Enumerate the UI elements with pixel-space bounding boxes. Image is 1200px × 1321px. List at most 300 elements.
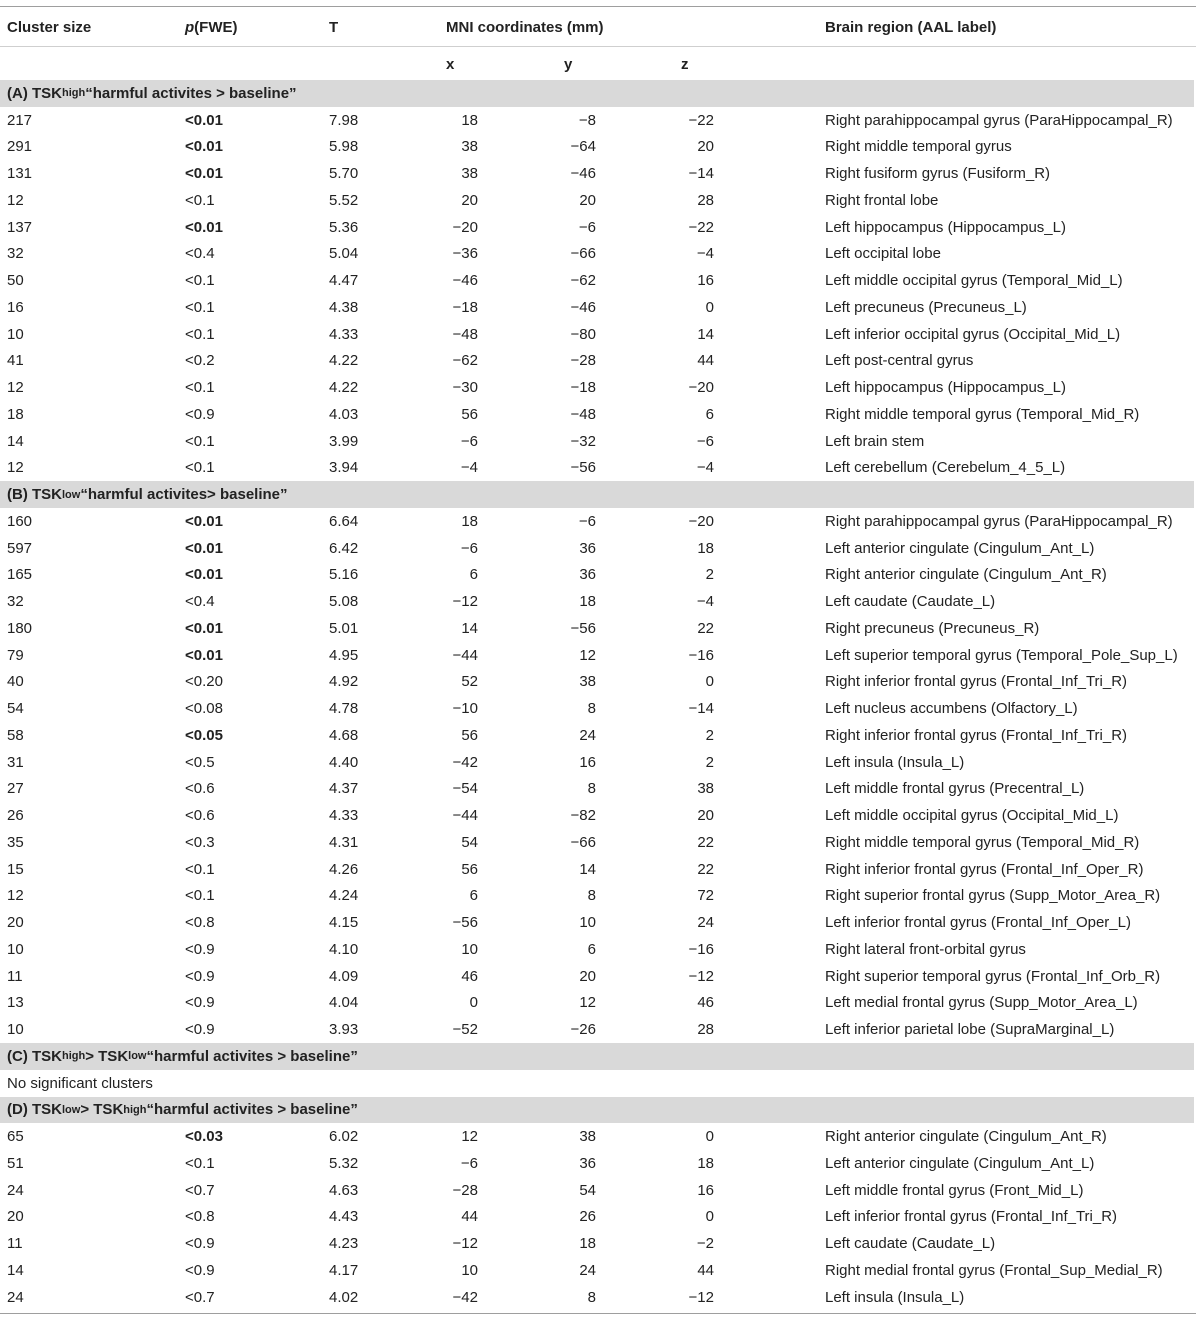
cell-brain-region: Right inferior frontal gyrus (Frontal_Inf_Tri_R) bbox=[825, 726, 1128, 744]
cell-x-coord: 56 bbox=[461, 726, 478, 744]
cell-x-coord: −46 bbox=[452, 272, 478, 290]
cell-y-coord: −66 bbox=[570, 833, 596, 851]
cell-y-coord: 16 bbox=[579, 753, 596, 771]
cell-p-fwe: <0.05 bbox=[185, 726, 223, 744]
cell-x-coord: 44 bbox=[461, 1208, 478, 1226]
cell-cluster-size: 50 bbox=[7, 272, 24, 290]
cell-y-coord: −56 bbox=[570, 459, 596, 477]
section-title-text: “harmful activites > baseline” bbox=[146, 1101, 358, 1119]
cell-z-coord: 46 bbox=[697, 994, 714, 1012]
cell-cluster-size: 58 bbox=[7, 726, 24, 744]
cell-x-coord: −44 bbox=[452, 807, 478, 825]
table-row bbox=[0, 776, 1200, 803]
cell-t-value: 4.03 bbox=[329, 405, 359, 423]
table-row bbox=[0, 455, 1200, 482]
table-row bbox=[0, 642, 1200, 669]
cell-x-coord: −56 bbox=[452, 914, 478, 932]
table-row bbox=[0, 294, 1200, 321]
table-row bbox=[0, 936, 1200, 963]
cell-p-fwe: <0.01 bbox=[185, 646, 223, 664]
table-row bbox=[0, 321, 1200, 348]
cell-y-coord: −6 bbox=[578, 218, 596, 236]
cell-cluster-size: 11 bbox=[7, 967, 23, 985]
cell-x-coord: 6 bbox=[469, 887, 478, 905]
cell-cluster-size: 217 bbox=[7, 111, 33, 129]
table-body bbox=[0, 80, 1200, 1311]
cell-p-fwe: <0.01 bbox=[185, 138, 223, 156]
cell-t-value: 5.04 bbox=[329, 245, 359, 263]
cell-y-coord: 24 bbox=[579, 726, 596, 744]
table-row bbox=[0, 428, 1200, 455]
cell-cluster-size: 51 bbox=[7, 1154, 24, 1172]
cell-p-fwe: <0.1 bbox=[185, 272, 215, 290]
header-brain-region: Brain region (AAL label) bbox=[825, 18, 997, 36]
header-x: x bbox=[446, 55, 455, 73]
cell-p-fwe: <0.03 bbox=[185, 1128, 223, 1146]
table-row bbox=[0, 990, 1200, 1017]
cell-p-fwe: <0.5 bbox=[185, 753, 215, 771]
cell-y-coord: 10 bbox=[579, 914, 596, 932]
table-row bbox=[0, 562, 1200, 589]
cell-t-value: 4.68 bbox=[329, 726, 359, 744]
cell-brain-region: Right fusiform gyrus (Fusiform_R) bbox=[825, 165, 1051, 183]
cell-x-coord: 54 bbox=[461, 833, 478, 851]
cell-brain-region: Right parahippocampal gyrus (ParaHippocampal_R) bbox=[825, 111, 1173, 129]
table-row bbox=[0, 829, 1200, 856]
cell-x-coord: −48 bbox=[452, 325, 478, 343]
cell-z-coord: 44 bbox=[697, 1261, 714, 1279]
cell-cluster-size: 20 bbox=[7, 914, 24, 932]
header-separator bbox=[0, 46, 1196, 47]
cell-y-coord: 6 bbox=[587, 940, 596, 958]
cell-cluster-size: 10 bbox=[7, 940, 24, 958]
cell-x-coord: 46 bbox=[461, 967, 478, 985]
cell-brain-region: Left caudate (Caudate_L) bbox=[825, 593, 996, 611]
cell-cluster-size: 137 bbox=[7, 218, 33, 236]
cell-p-fwe: <0.2 bbox=[185, 352, 215, 370]
cell-z-coord: 2 bbox=[705, 753, 714, 771]
cell-z-coord: 22 bbox=[697, 619, 714, 637]
cell-p-fwe: <0.1 bbox=[185, 298, 215, 316]
cell-z-coord: 22 bbox=[697, 860, 714, 878]
cell-t-value: 4.09 bbox=[329, 967, 359, 985]
table-row bbox=[0, 160, 1200, 187]
cell-x-coord: 38 bbox=[461, 165, 478, 183]
cell-cluster-size: 31 bbox=[7, 753, 24, 771]
cell-brain-region: Left insula (Insula_L) bbox=[825, 753, 965, 771]
cell-brain-region: Left hippocampus (Hippocampus_L) bbox=[825, 218, 1066, 236]
cell-brain-region: Left middle frontal gyrus (Precentral_L) bbox=[825, 780, 1085, 798]
cell-brain-region: Right superior frontal gyrus (Supp_Motor_Area_R) bbox=[825, 887, 1161, 905]
cell-p-fwe: <0.1 bbox=[185, 459, 215, 477]
cell-brain-region: Left nucleus accumbens (Olfactory_L) bbox=[825, 700, 1078, 718]
cell-t-value: 6.42 bbox=[329, 539, 359, 557]
cell-t-value: 4.15 bbox=[329, 914, 359, 932]
cell-y-coord: −8 bbox=[578, 111, 596, 129]
cell-t-value: 4.33 bbox=[329, 325, 359, 343]
cell-t-value: 5.01 bbox=[329, 619, 359, 637]
table-header-row bbox=[0, 7, 1196, 47]
cell-x-coord: 12 bbox=[461, 1128, 478, 1146]
cell-brain-region: Left middle frontal gyrus (Front_Mid_L) bbox=[825, 1181, 1084, 1199]
cell-z-coord: 24 bbox=[697, 914, 714, 932]
cell-cluster-size: 131 bbox=[7, 165, 33, 183]
table-row bbox=[0, 1150, 1200, 1177]
cell-x-coord: 10 bbox=[461, 1261, 478, 1279]
cell-x-coord: 52 bbox=[461, 673, 478, 691]
cell-p-fwe: <0.9 bbox=[185, 940, 215, 958]
cell-z-coord: 16 bbox=[697, 272, 714, 290]
section-note bbox=[0, 1070, 1200, 1097]
cell-x-coord: −6 bbox=[460, 539, 478, 557]
cell-cluster-size: 14 bbox=[7, 1261, 24, 1279]
cell-p-fwe: <0.1 bbox=[185, 191, 215, 209]
cell-p-fwe: <0.01 bbox=[185, 619, 223, 637]
cell-brain-region: Right frontal lobe bbox=[825, 191, 939, 209]
cell-t-value: 4.02 bbox=[329, 1288, 359, 1306]
cell-p-fwe: <0.01 bbox=[185, 539, 223, 557]
cell-t-value: 5.08 bbox=[329, 593, 359, 611]
cell-z-coord: 22 bbox=[697, 833, 714, 851]
cell-p-fwe: <0.01 bbox=[185, 566, 223, 584]
cell-cluster-size: 16 bbox=[7, 298, 24, 316]
cell-cluster-size: 597 bbox=[7, 539, 33, 557]
cell-t-value: 5.16 bbox=[329, 566, 359, 584]
cell-x-coord: −30 bbox=[452, 379, 478, 397]
cell-x-coord: −20 bbox=[452, 218, 478, 236]
cell-x-coord: 18 bbox=[461, 111, 478, 129]
section-header bbox=[0, 80, 1194, 107]
cell-t-value: 4.23 bbox=[329, 1235, 359, 1253]
cell-z-coord: 20 bbox=[697, 807, 714, 825]
cell-t-value: 4.63 bbox=[329, 1181, 359, 1199]
cell-t-value: 5.32 bbox=[329, 1154, 359, 1172]
cell-brain-region: Left brain stem bbox=[825, 432, 925, 450]
cell-t-value: 3.94 bbox=[329, 459, 359, 477]
header-p-fwe bbox=[185, 7, 238, 47]
cell-z-coord: −6 bbox=[696, 432, 714, 450]
cell-y-coord: 20 bbox=[579, 191, 596, 209]
cell-cluster-size: 12 bbox=[7, 379, 24, 397]
cell-x-coord: 0 bbox=[469, 994, 478, 1012]
section-title-text: “harmful activites > baseline” bbox=[85, 84, 297, 102]
cell-brain-region: Left inferior parietal lobe (SupraMarginal_L) bbox=[825, 1021, 1115, 1039]
cell-x-coord: −42 bbox=[452, 753, 478, 771]
cell-x-coord: −62 bbox=[452, 352, 478, 370]
cell-brain-region: Left insula (Insula_L) bbox=[825, 1288, 965, 1306]
table-row bbox=[0, 856, 1200, 883]
table-row bbox=[0, 588, 1200, 615]
cell-cluster-size: 35 bbox=[7, 833, 24, 851]
table-row bbox=[0, 107, 1200, 134]
cell-y-coord: 14 bbox=[579, 860, 596, 878]
cell-z-coord: 0 bbox=[705, 298, 714, 316]
cell-t-value: 4.78 bbox=[329, 700, 359, 718]
cell-cluster-size: 24 bbox=[7, 1181, 24, 1199]
header-mni-coordinates: MNI coordinates (mm) bbox=[446, 18, 604, 36]
table-row bbox=[0, 1230, 1200, 1257]
cell-x-coord: −6 bbox=[460, 432, 478, 450]
table-row bbox=[0, 1257, 1200, 1284]
cell-t-value: 4.95 bbox=[329, 646, 359, 664]
cell-brain-region: Right anterior cingulate (Cingulum_Ant_R) bbox=[825, 1128, 1107, 1146]
cell-z-coord: 38 bbox=[697, 780, 714, 798]
table-row bbox=[0, 749, 1200, 776]
cell-y-coord: −56 bbox=[570, 619, 596, 637]
cell-x-coord: −52 bbox=[452, 1021, 478, 1039]
cell-p-fwe: <0.01 bbox=[185, 512, 223, 530]
cell-y-coord: −28 bbox=[570, 352, 596, 370]
cell-cluster-size: 291 bbox=[7, 138, 33, 156]
table-row bbox=[0, 214, 1200, 241]
cell-cluster-size: 14 bbox=[7, 432, 24, 450]
cell-z-coord: −16 bbox=[688, 940, 714, 958]
table-row bbox=[0, 1123, 1200, 1150]
cell-y-coord: −66 bbox=[570, 245, 596, 263]
cell-t-value: 4.33 bbox=[329, 807, 359, 825]
cell-z-coord: 18 bbox=[697, 539, 714, 557]
cell-z-coord: 0 bbox=[705, 1128, 714, 1146]
cell-cluster-size: 32 bbox=[7, 245, 24, 263]
cell-brain-region: Right parahippocampal gyrus (ParaHippocampal_R) bbox=[825, 512, 1173, 530]
table-row bbox=[0, 802, 1200, 829]
cell-cluster-size: 11 bbox=[7, 1235, 23, 1253]
cell-t-value: 5.70 bbox=[329, 165, 359, 183]
table-row bbox=[0, 669, 1200, 696]
table-subheader-row bbox=[0, 48, 1196, 80]
cell-y-coord: −32 bbox=[570, 432, 596, 450]
section-title bbox=[7, 1097, 358, 1124]
cell-y-coord: 8 bbox=[587, 700, 596, 718]
cell-x-coord: 56 bbox=[461, 860, 478, 878]
cell-t-value: 4.43 bbox=[329, 1208, 359, 1226]
cell-y-coord: 26 bbox=[579, 1208, 596, 1226]
cell-brain-region: Left precuneus (Precuneus_L) bbox=[825, 298, 1027, 316]
cell-x-coord: 56 bbox=[461, 405, 478, 423]
cell-y-coord: 18 bbox=[579, 1235, 596, 1253]
section-header bbox=[0, 1043, 1194, 1070]
cell-z-coord: 2 bbox=[705, 726, 714, 744]
table-row bbox=[0, 508, 1200, 535]
cell-brain-region: Right middle temporal gyrus (Temporal_Mid_R) bbox=[825, 833, 1140, 851]
cell-p-fwe: <0.9 bbox=[185, 1021, 215, 1039]
section-title-text: (C) TSK bbox=[7, 1047, 62, 1065]
cell-z-coord: 28 bbox=[697, 191, 714, 209]
cell-y-coord: 18 bbox=[579, 593, 596, 611]
header-p-italic: p bbox=[185, 18, 195, 36]
cell-brain-region: Left post-central gyrus bbox=[825, 352, 974, 370]
cell-y-coord: 38 bbox=[579, 1128, 596, 1146]
cell-brain-region: Right middle temporal gyrus bbox=[825, 138, 1012, 156]
cell-brain-region: Left cerebellum (Cerebelum_4_5_L) bbox=[825, 459, 1066, 477]
table-row bbox=[0, 267, 1200, 294]
cell-x-coord: 18 bbox=[461, 512, 478, 530]
cell-t-value: 3.93 bbox=[329, 1021, 359, 1039]
table-row bbox=[0, 883, 1200, 910]
cell-cluster-size: 160 bbox=[7, 512, 33, 530]
cell-t-value: 4.92 bbox=[329, 673, 359, 691]
cell-z-coord: −4 bbox=[696, 593, 714, 611]
cell-y-coord: 8 bbox=[587, 1288, 596, 1306]
cell-cluster-size: 12 bbox=[7, 459, 24, 477]
cell-x-coord: −6 bbox=[460, 1154, 478, 1172]
cell-z-coord: −20 bbox=[688, 379, 714, 397]
header-p-rest: (FWE) bbox=[194, 18, 238, 36]
cell-y-coord: −48 bbox=[570, 405, 596, 423]
cell-z-coord: 72 bbox=[697, 887, 714, 905]
cell-cluster-size: 27 bbox=[7, 780, 24, 798]
cell-x-coord: 6 bbox=[469, 566, 478, 584]
cell-z-coord: 16 bbox=[697, 1181, 714, 1199]
cell-t-value: 5.52 bbox=[329, 191, 359, 209]
section-title-text: > TSK bbox=[85, 1047, 129, 1065]
section-title-subscript: high bbox=[62, 1050, 86, 1063]
cell-p-fwe: <0.1 bbox=[185, 860, 215, 878]
header-y: y bbox=[564, 55, 573, 73]
cell-p-fwe: <0.6 bbox=[185, 807, 215, 825]
cell-cluster-size: 10 bbox=[7, 325, 24, 343]
table-row bbox=[0, 909, 1200, 936]
cell-brain-region: Left anterior cingulate (Cingulum_Ant_L) bbox=[825, 539, 1095, 557]
cell-brain-region: Left inferior frontal gyrus (Frontal_Inf_Oper_L) bbox=[825, 914, 1131, 932]
cell-z-coord: 2 bbox=[705, 566, 714, 584]
cell-x-coord: −54 bbox=[452, 780, 478, 798]
cell-z-coord: 14 bbox=[697, 325, 714, 343]
header-t: T bbox=[329, 18, 339, 36]
cell-x-coord: −36 bbox=[452, 245, 478, 263]
table-row bbox=[0, 187, 1200, 214]
section-title-text: (B) TSK bbox=[7, 486, 62, 504]
section-title-subscript: high bbox=[123, 1103, 147, 1116]
cell-p-fwe: <0.08 bbox=[185, 700, 223, 718]
cell-x-coord: −18 bbox=[452, 298, 478, 316]
cell-p-fwe: <0.1 bbox=[185, 325, 215, 343]
section-title-subscript: low bbox=[128, 1050, 147, 1063]
cell-brain-region: Right precuneus (Precuneus_R) bbox=[825, 619, 1040, 637]
cell-y-coord: −62 bbox=[570, 272, 596, 290]
table-row bbox=[0, 695, 1200, 722]
cell-cluster-size: 165 bbox=[7, 566, 33, 584]
cell-t-value: 4.17 bbox=[329, 1261, 359, 1279]
cell-t-value: 4.04 bbox=[329, 994, 359, 1012]
section-header bbox=[0, 1097, 1194, 1124]
cell-cluster-size: 40 bbox=[7, 673, 24, 691]
table-row bbox=[0, 535, 1200, 562]
cell-z-coord: 20 bbox=[697, 138, 714, 156]
cell-t-value: 4.22 bbox=[329, 379, 359, 397]
cell-z-coord: −4 bbox=[696, 459, 714, 477]
cell-cluster-size: 13 bbox=[7, 994, 24, 1012]
cell-z-coord: −4 bbox=[696, 245, 714, 263]
cell-y-coord: 36 bbox=[579, 566, 596, 584]
cell-z-coord: −14 bbox=[688, 165, 714, 183]
cell-brain-region: Left middle occipital gyrus (Occipital_Mid_L) bbox=[825, 807, 1119, 825]
cell-p-fwe: <0.20 bbox=[185, 673, 223, 691]
section-title-subscript: low bbox=[62, 1103, 81, 1116]
cell-brain-region: Right anterior cingulate (Cingulum_Ant_R) bbox=[825, 566, 1107, 584]
cell-y-coord: −18 bbox=[570, 379, 596, 397]
cell-y-coord: 8 bbox=[587, 780, 596, 798]
cell-p-fwe: <0.9 bbox=[185, 967, 215, 985]
section-title-text: “harmful activites> baseline” bbox=[80, 486, 288, 504]
cell-z-coord: 0 bbox=[705, 1208, 714, 1226]
cell-z-coord: −16 bbox=[688, 646, 714, 664]
cell-p-fwe: <0.9 bbox=[185, 1261, 215, 1279]
cell-t-value: 4.24 bbox=[329, 887, 359, 905]
cell-p-fwe: <0.7 bbox=[185, 1181, 215, 1199]
cell-x-coord: −42 bbox=[452, 1288, 478, 1306]
cell-brain-region: Right inferior frontal gyrus (Frontal_Inf_Oper_R) bbox=[825, 860, 1144, 878]
cell-cluster-size: 12 bbox=[7, 887, 24, 905]
cell-brain-region: Right inferior frontal gyrus (Frontal_Inf_Tri_R) bbox=[825, 673, 1128, 691]
cell-cluster-size: 41 bbox=[7, 352, 24, 370]
cell-p-fwe: <0.4 bbox=[185, 593, 215, 611]
table-row bbox=[0, 615, 1200, 642]
section-title bbox=[7, 481, 288, 508]
cell-p-fwe: <0.7 bbox=[185, 1288, 215, 1306]
cell-z-coord: 0 bbox=[705, 673, 714, 691]
cell-brain-region: Right lateral front-orbital gyrus bbox=[825, 940, 1026, 958]
cell-p-fwe: <0.4 bbox=[185, 245, 215, 263]
cell-p-fwe: <0.3 bbox=[185, 833, 215, 851]
table-bottom-rule bbox=[0, 1313, 1196, 1314]
table-row bbox=[0, 374, 1200, 401]
section-title bbox=[7, 1043, 358, 1070]
cell-t-value: 5.98 bbox=[329, 138, 359, 156]
table-row bbox=[0, 1284, 1200, 1311]
cell-brain-region: Right middle temporal gyrus (Temporal_Mid_R) bbox=[825, 405, 1140, 423]
table-row bbox=[0, 401, 1200, 428]
cell-cluster-size: 24 bbox=[7, 1288, 24, 1306]
cell-x-coord: −12 bbox=[452, 1235, 478, 1253]
cell-t-value: 4.26 bbox=[329, 860, 359, 878]
cell-y-coord: −46 bbox=[570, 165, 596, 183]
cell-brain-region: Left occipital lobe bbox=[825, 245, 941, 263]
cell-z-coord: 28 bbox=[697, 1021, 714, 1039]
cell-x-coord: 10 bbox=[461, 940, 478, 958]
cell-p-fwe: <0.1 bbox=[185, 887, 215, 905]
cell-t-value: 6.02 bbox=[329, 1128, 359, 1146]
cell-y-coord: −64 bbox=[570, 138, 596, 156]
cell-p-fwe: <0.8 bbox=[185, 914, 215, 932]
cell-t-value: 4.22 bbox=[329, 352, 359, 370]
cell-cluster-size: 12 bbox=[7, 191, 24, 209]
cell-x-coord: −12 bbox=[452, 593, 478, 611]
section-title-text: > TSK bbox=[80, 1101, 124, 1119]
cell-y-coord: 38 bbox=[579, 673, 596, 691]
cell-y-coord: 54 bbox=[579, 1181, 596, 1199]
cell-p-fwe: <0.9 bbox=[185, 994, 215, 1012]
cell-t-value: 7.98 bbox=[329, 111, 359, 129]
table-row bbox=[0, 722, 1200, 749]
table-row bbox=[0, 348, 1200, 375]
cell-t-value: 5.36 bbox=[329, 218, 359, 236]
cell-z-coord: −22 bbox=[688, 111, 714, 129]
cell-p-fwe: <0.01 bbox=[185, 218, 223, 236]
section-title-text: (D) TSK bbox=[7, 1101, 62, 1119]
note-text: No significant clusters bbox=[7, 1074, 153, 1092]
cell-t-value: 4.40 bbox=[329, 753, 359, 771]
cell-z-coord: 6 bbox=[705, 405, 714, 423]
section-title bbox=[7, 80, 297, 107]
section-title-subscript: low bbox=[62, 488, 81, 501]
cell-z-coord: 18 bbox=[697, 1154, 714, 1172]
table-row bbox=[0, 134, 1200, 161]
cell-brain-region: Left inferior occipital gyrus (Occipital_Mid_L) bbox=[825, 325, 1121, 343]
cell-y-coord: 8 bbox=[587, 887, 596, 905]
cell-t-value: 4.10 bbox=[329, 940, 359, 958]
cell-x-coord: −44 bbox=[452, 646, 478, 664]
